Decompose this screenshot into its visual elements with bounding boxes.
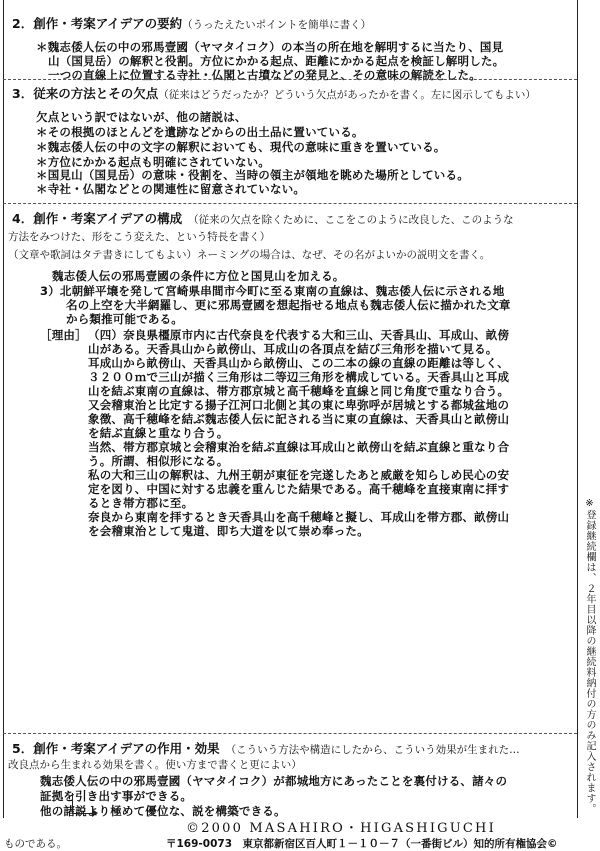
section-2-line-3: 一つの直線上に位置する寺社・仏閣と古墳などの発見と、その意味の解読をした。 <box>48 68 481 82</box>
section-4-note-1: （従来の欠点を除くために、ここをこのように改良した、このような <box>188 214 514 226</box>
section-2-heading <box>12 14 371 32</box>
reason-line-6: 又会稽東治と比定する揚子江河口北側と其の東に卑弥呼が居城とする都城盆地の <box>88 398 510 412</box>
section-3-line-4: ＊国見山（国見岳）の意味・役割を、当時の領主が領地を眺めた場所としている。 <box>36 168 469 182</box>
section-4-note-3: （文章や歌詞はタテ書きにしてもよい）ネーミングの場合は、なぜ、その名がよいかの説明文を書く。 <box>8 249 491 261</box>
section-4-heading <box>12 209 514 227</box>
section-3-line-3: ＊方位にかかる起点も明確にされていない。 <box>36 155 270 169</box>
section-4-item3-line-3: から類推可能である。 <box>66 312 183 326</box>
section-5-note-1: （こういう方法や構造にしたから、こういう効果が生まれた… <box>225 744 520 756</box>
divider-4-5 <box>3 733 577 734</box>
footer-arrow-line <box>72 793 93 814</box>
left-border <box>3 0 4 818</box>
reason-label: ［理由］ <box>40 328 87 342</box>
registration-side-note: ※登録継続欄は、２年目以降の継続料納付の方のみ記入されます。 <box>584 498 595 814</box>
reason-line-2: 山がある。天香具山から畝傍山、耳成山の各頂点を結び三角形を描いて見る。 <box>88 342 498 356</box>
reason-line-3: 耳成山から畝傍山、天香具山から畝傍山、この二本の線の直線の距離は等しく、 <box>88 356 509 370</box>
reason-line-10: う。所謂、相似形になる。 <box>88 454 229 468</box>
reason-line-1: （四）奈良県橿原市内に古代奈良を代表する大和三山、天香具山、耳成山、畝傍 <box>88 328 510 342</box>
reason-line-11: 私の大和三山の解釈は、九州王朝が東征を完遂したあと威厳を知らしめ民心の安 <box>88 468 510 482</box>
section-2-line-1: ＊魏志倭人伝の中の邪馬壹國（ヤマタイコク）の本当の所在地を解明するに当たり、国見 <box>36 40 504 54</box>
reason-line-7: 象徴、高千穂峰を結ぶ魏志倭人伝に記される当に東の直線は、天香具山と畝傍山 <box>88 412 510 426</box>
section-2-note: （うったえたいポイントを簡単に書く） <box>182 19 372 31</box>
reason-line-8: を結ぶ直線と重なり合う。 <box>88 426 229 440</box>
section-3-line-5: ＊寺社・仏閣などとの関連性に留意されていない。 <box>36 182 306 196</box>
section-3-line-1: ＊その根拠のほとんどを遺跡などからの出土品に置いている。 <box>36 125 364 139</box>
right-border <box>577 0 578 818</box>
section-4-note-2: 方法をみつけた、形をこう変えた、という特長を書く） <box>8 231 271 243</box>
reason-line-9: 当然、帯方郡京城と会稽東治を結ぶ直線は耳成山と畝傍山を結ぶ直線と重なり合 <box>88 440 510 454</box>
reason-line-5: 山を結ぶ東南の直線は、帯方郡京城と高千穂峰を直線と同じ角度で重なり合う。 <box>88 384 510 398</box>
section-5-note-2: 改良点から生まれる効果を書く。使い方まで書くと更によい） <box>8 759 302 771</box>
section-4-lead: 魏志倭人伝の邪馬壹國の条件に方位と国見山を加える。 <box>52 269 345 283</box>
section-5-line-1: 魏志倭人伝の中の邪馬壹國（ヤマタイコク）が都城地方にあったことを裏付ける、諸々の <box>40 774 508 788</box>
footer-arrow-head <box>92 809 98 817</box>
footer-address: 〒169-0073 東京都新宿区百人町１－１０－７（一番街ビル）知的所有権協会© <box>166 838 558 850</box>
footer-left-text: ものである。 <box>4 838 67 850</box>
section-2-line-2: 山（国見岳）の解釈と役割。方位にかかる起点、距離にかかる起点を検証し解明した。 <box>48 54 505 68</box>
section-5-line-2: 証拠を引き出す事ができる。 <box>40 789 193 803</box>
reason-line-13: るとき帯方郡に至。 <box>88 496 194 510</box>
section-5-title: 5．創作・考案アイデアの作用・効果 <box>12 741 220 756</box>
section-4-item3-line-1: 3）北朝鮮平壌を発して宮崎県串間市今町に至る東南の直線は、魏志倭人伝に示される地 <box>40 284 505 298</box>
reason-line-14: 奈良から東南を拝するとき天香具山を高千穂峰と擬し、耳成山を帯方郡、畝傍山 <box>88 510 510 524</box>
section-4-title: 4．創作・考案アイデアの構成 <box>12 211 183 226</box>
section-3-note: （従来はどうだったか？どういう欠点があったかを書く。左に図示してもよい） <box>158 89 536 101</box>
reason-line-12: 定を図り、中国に対する忠義を重んじた結果である。高千穂峰を直接東南に拝す <box>88 482 510 496</box>
section-3-line-2: ＊魏志倭人伝の中の文字の解釈においても、現代の意味に重きを置いている。 <box>36 140 446 154</box>
section-4-item3-line-2: 名の上空を大半網羅し、更に邪馬壹國を想起指せる地点も魏志倭人伝に描かれた文章 <box>66 298 511 312</box>
section-3-intro: 欠点という訳ではないが、他の諸説は、 <box>36 110 247 124</box>
section-3-title: 3．従来の方法とその欠点 <box>12 86 159 101</box>
section-5-heading <box>12 739 520 757</box>
reason-line-15: を会稽東治として鬼道、即ち大道を以て崇め奉った。 <box>88 524 369 538</box>
section-2-title: 2．創作・考案アイデアの要約 <box>12 16 183 31</box>
section-5-line-3: 他の諸説より極めて優位な、説を構築できる。 <box>40 804 286 818</box>
divider-2-3 <box>3 79 577 80</box>
copyright-text: ©2000 MASAHIRO・HIGASHIGUCHI <box>186 821 496 836</box>
section-3-heading <box>12 84 536 102</box>
divider-3-4 <box>3 203 577 204</box>
reason-line-4: ３２００ｍで三山が描く三角形は二等辺三角形を構成している。天香具山と耳成 <box>88 370 510 384</box>
